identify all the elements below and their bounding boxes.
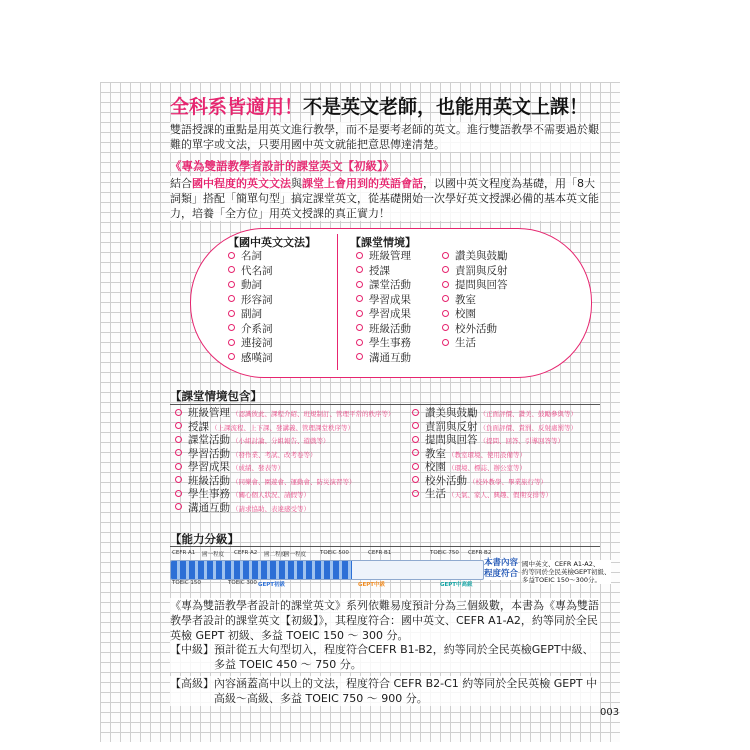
list-item-label: 授課 (188, 420, 209, 433)
situation-item (356, 278, 411, 293)
list-item-label: 代名詞 (241, 264, 273, 277)
level-bottom-label: TOEIC 300 (228, 580, 257, 586)
list-item-label: 溝通互動 (188, 501, 230, 514)
para-text-1: 結合 (170, 177, 192, 190)
list-item-label: 班級活動 (188, 474, 230, 487)
include-item-note: （關心個人狀況、請假等） (232, 491, 310, 499)
list-item-label: 班級管理 (369, 250, 411, 262)
level-top-label: TOEIC 500 (320, 550, 349, 556)
bullet-icon (412, 476, 419, 483)
include-item-note: （上課流程、上下課、發講義、管理課堂秩序等） (211, 423, 354, 432)
high-level-tag: 【高級】 (170, 677, 214, 690)
include-item (175, 448, 395, 462)
grammar-item (228, 351, 273, 366)
list-item-label: 班級管理 (188, 407, 230, 419)
situation-item (356, 249, 411, 264)
list-item-label: 課堂活動 (369, 279, 411, 291)
bullet-icon (356, 310, 363, 317)
situation-item (442, 249, 508, 264)
series-title: 《專為雙語教學者設計的課堂英文【初級】》 (170, 159, 395, 173)
situation-item (356, 322, 411, 337)
list-item-label: 責罰與反射 (425, 420, 478, 433)
list-item-label: 連接詞 (241, 337, 273, 349)
bullet-icon (175, 449, 182, 456)
list-item-label: 動詞 (241, 279, 262, 291)
bullet-icon (412, 409, 419, 416)
series-paragraph: 《專為雙語教學者設計的課堂英文》系列依難易度預計分為三個級數，本書為《專為雙語教學者設計的課堂英文【初級】》，其程度符合：國中英文、CEFR A1-A2，約等同於全民英檢 GEPT 初級、多益 TOEIC 150 ～ 300 分。 (170, 599, 599, 642)
list-item-label: 提問與回答 (425, 434, 478, 446)
include-item (412, 461, 577, 475)
grammar-item (228, 322, 273, 337)
situation-item (442, 293, 508, 308)
bullet-icon (356, 353, 363, 360)
include-item (412, 475, 577, 489)
page-number: 003 (600, 707, 620, 718)
level-bottom-labels (172, 580, 482, 589)
list-item-label: 學生事務 (369, 337, 411, 349)
include-item-note: （教室環境、使用設備等） (448, 450, 526, 459)
include-item-note: （發作業、考試、改考卷等） (232, 450, 317, 459)
level-rule (170, 546, 600, 547)
include-item-note: （同樂會、園遊會、運動會、防災演習等） (232, 477, 356, 486)
level-top-label: 國一程度 (284, 552, 307, 558)
list-item-label: 生活 (425, 488, 446, 500)
situation-item (356, 351, 411, 366)
bullet-icon (175, 476, 182, 483)
bullet-icon (412, 463, 419, 470)
include-item-note: （天氣、家人、興趣、假期安排等） (448, 491, 552, 499)
book-note-text: 國中英文、CEFR A1-A2、 約等同於全民英檢GEPT初級、 多益TOEIC 150～300分。 (522, 560, 611, 584)
grammar-item (228, 264, 273, 279)
para-text-2: 與 (291, 177, 302, 190)
bullet-icon (356, 324, 363, 331)
includes-list-right (412, 407, 577, 502)
para-highlight-conversation: 課堂上會用到的英語會話 (302, 177, 423, 190)
list-item-label: 讚美與鼓勵 (425, 407, 478, 419)
include-item-note: （負面評價、責罰、反射處罰等） (479, 423, 577, 432)
include-item-note: （小組討論、分組報告、遊戲等） (232, 437, 330, 445)
include-item (175, 421, 395, 435)
intro-paragraph: 雙語授課的重點是用英文進行教學，而不是要考老師的英文。進行雙語教學不需要過於艱難的單字或文法，只要用國中英文就能把意思傳達清楚。 (170, 123, 599, 151)
bullet-icon (442, 324, 449, 331)
bullet-icon (228, 252, 235, 259)
include-item (175, 502, 395, 516)
headline (170, 92, 588, 119)
situation-item (442, 322, 508, 337)
level-bottom-label: GEPT中級 (358, 582, 386, 588)
grammar-item (228, 307, 273, 322)
bullet-icon (228, 324, 235, 331)
include-item-note: （提問、回答、引導回答等） (479, 437, 564, 445)
level-bottom-label: TOEIC 150 (172, 580, 201, 586)
mid-level-text: 預計從五大句型切入，程度符合CEFR B1-B2，約等同於全民英檢GEPT中級、多益 TOEIC 450 ～ 750 分。 (214, 643, 594, 671)
include-item (412, 407, 577, 421)
list-item-label: 責罰與反射 (455, 264, 508, 277)
grammar-list (228, 249, 273, 365)
situation-item (442, 336, 508, 351)
bullet-icon (228, 295, 235, 302)
situation-item (356, 264, 411, 279)
include-item (175, 407, 395, 421)
grammar-title: 【國中英文文法】 (228, 236, 316, 249)
bullet-icon (228, 281, 235, 288)
include-item-note: （環境、標誌、辦公室等） (448, 464, 526, 472)
level-top-label: CEFR B1 (368, 550, 392, 556)
bullet-icon (356, 252, 363, 259)
include-item-note: （正面評價、讚美、鼓勵參與等） (479, 410, 577, 418)
list-item-label: 溝通互動 (369, 351, 411, 364)
list-item-label: 校園 (455, 308, 476, 320)
bullet-icon (228, 310, 235, 317)
level-top-label: CEFR A1 (172, 550, 196, 556)
bullet-icon (228, 353, 235, 360)
headline-main: 不是英文老師，也能用英文上課！ (303, 96, 589, 118)
include-item (412, 434, 577, 448)
high-level-text: 內容涵蓋高中以上的文法，程度符合 CEFR B2-C1 約等同於全民英檢 GEPT 中高級～高級、多益 TOEIC 750 ～ 900 分。 (214, 677, 598, 705)
list-item-label: 學習活動 (188, 447, 230, 460)
high-level-paragraph (170, 676, 600, 706)
list-item-label: 校外活動 (425, 474, 467, 487)
include-item (175, 434, 395, 448)
include-item (412, 448, 577, 462)
bullet-icon (442, 252, 449, 259)
include-item-note: （認識彼此、課程介紹、班規制訂、管理平常的秩序等） (232, 410, 395, 418)
level-bottom-label: GEPT初級 (258, 582, 286, 588)
bullet-icon (442, 295, 449, 302)
list-item-label: 教室 (425, 447, 446, 460)
list-item-label: 教室 (455, 293, 476, 306)
include-item-note: （校外教學、畢業旅行等） (469, 477, 547, 486)
bullet-icon (228, 266, 235, 273)
bullet-icon (228, 339, 235, 346)
pill-divider (337, 234, 338, 370)
level-top-label: 國二程度 (264, 552, 287, 558)
include-item (412, 421, 577, 435)
level-top-label: TOEIC 750 (430, 550, 459, 556)
bullet-icon (175, 422, 182, 429)
include-item (412, 488, 577, 502)
level-bottom-label: GEPT中高級 (440, 582, 473, 588)
list-item-label: 學習成果 (369, 308, 411, 320)
mid-level-tag: 【中級】 (170, 643, 214, 656)
bullet-icon (442, 310, 449, 317)
situation-item (356, 293, 411, 308)
bullet-icon (356, 339, 363, 346)
situations-title: 【課堂情境】 (350, 236, 416, 249)
list-item-label: 校園 (425, 461, 446, 473)
bullet-icon (356, 266, 363, 273)
book-tag-line: 本書內容 程度符合 (484, 558, 519, 579)
grammar-item (228, 249, 273, 264)
para-highlight-grammar: 國中程度的英文文法 (192, 177, 291, 190)
book-level-note (522, 560, 611, 584)
include-item-note: （成績、發表等） (232, 464, 284, 472)
list-item-label: 介系詞 (241, 322, 273, 335)
level-title: 【能力分級】 (170, 532, 239, 546)
bullet-icon (175, 409, 182, 416)
level-top-label: CEFR B2 (468, 550, 492, 556)
bullet-icon (175, 490, 182, 497)
book-level-tag (484, 558, 518, 580)
bullet-icon (356, 281, 363, 288)
bullet-icon (412, 436, 419, 443)
bullet-icon (412, 449, 419, 456)
list-item-label: 學習成果 (369, 293, 411, 306)
include-item-note: （請求協助、表達感受等） (232, 504, 310, 513)
list-item-label: 授課 (369, 264, 390, 277)
include-item (175, 461, 395, 475)
feature-paragraph (170, 176, 600, 221)
level-top-label: CEFR A2 (234, 550, 258, 556)
grammar-item (228, 293, 273, 308)
situation-item (442, 307, 508, 322)
bullet-icon (442, 339, 449, 346)
bullet-icon (175, 463, 182, 470)
bullet-icon (442, 281, 449, 288)
include-item (175, 488, 395, 502)
grammar-item (228, 336, 273, 351)
mid-level-paragraph (170, 642, 600, 672)
situation-item (356, 307, 411, 322)
situations-list-1 (356, 249, 411, 365)
situation-item (442, 278, 508, 293)
bullet-icon (412, 490, 419, 497)
situation-item (442, 264, 508, 279)
list-item-label: 形容詞 (241, 293, 273, 306)
include-item (175, 475, 395, 489)
includes-list-left (175, 407, 395, 515)
list-item-label: 讚美與鼓勵 (455, 250, 508, 262)
list-item-label: 校外活動 (455, 322, 497, 335)
grammar-item (228, 278, 273, 293)
bullet-icon (356, 295, 363, 302)
list-item-label: 班級活動 (369, 322, 411, 335)
level-bar (170, 560, 484, 580)
list-item-label: 名詞 (241, 250, 262, 262)
includes-rule (170, 404, 600, 405)
bullet-icon (175, 436, 182, 443)
situation-item (356, 336, 411, 351)
list-item-label: 學生事務 (188, 488, 230, 500)
list-item-label: 提問與回答 (455, 279, 508, 291)
list-item-label: 課堂活動 (188, 434, 230, 446)
bullet-icon (412, 422, 419, 429)
bullet-icon (175, 503, 182, 510)
list-item-label: 學習成果 (188, 461, 230, 473)
situations-list-2 (442, 249, 508, 351)
bullet-icon (442, 266, 449, 273)
list-item-label: 副詞 (241, 308, 262, 320)
level-top-label: 國一程度 (202, 552, 225, 558)
para-text-3: ，以國中英文程度為基礎，用「8大詞類」搭配「簡單句型」搞定課堂英文，從基礎開始一次學好英文授課必備的基本英文能力，培養「全方位」用英文授課的真正實力！ (170, 177, 599, 220)
level-bar-fill (171, 561, 352, 579)
headline-accent: 全科系皆適用！ (170, 96, 304, 118)
includes-title: 【課堂情境包含】 (170, 389, 262, 403)
level-top-labels (172, 550, 492, 559)
list-item-label: 生活 (455, 337, 476, 349)
list-item-label: 感嘆詞 (241, 351, 273, 364)
